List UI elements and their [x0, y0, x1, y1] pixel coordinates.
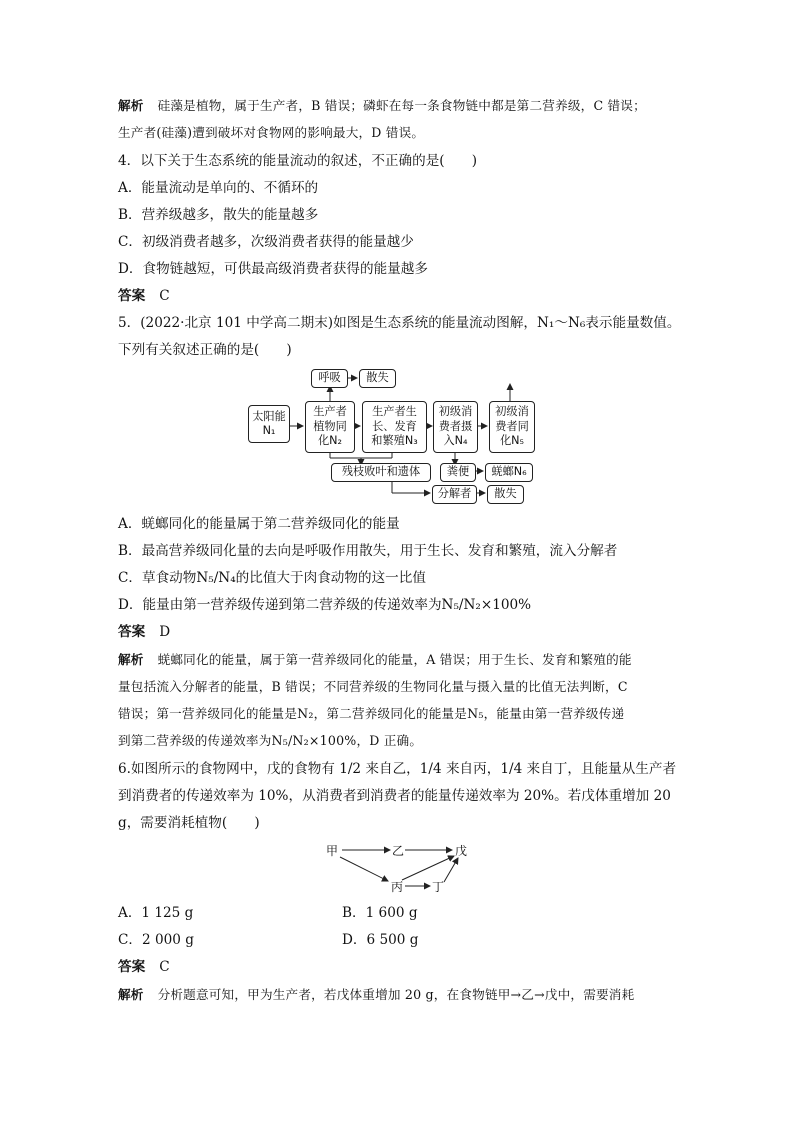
node-yi: 乙	[392, 844, 405, 858]
q4-option-a: A．能量流动是单向的、不循环的	[118, 180, 319, 196]
q5-option-a: A．蜣螂同化的能量属于第二营养级同化的能量	[118, 516, 400, 532]
q6-option-d: D．6 500 g	[342, 932, 419, 948]
node-ding: 丁	[432, 880, 445, 894]
node-wu: 戊	[455, 844, 468, 858]
analysis-label: 解析	[118, 98, 144, 113]
q5-option-b: B．最高营养级同化量的去向是呼吸作用散失，用于生长、发育和繁殖，流入分解者	[118, 543, 618, 559]
q4-answer: 答案 C	[118, 288, 170, 304]
q4-option-d: D．食物链越短，可供最高级消费者获得的能量越多	[118, 261, 428, 277]
prev-analysis-line-1: 解析 硅藻是植物，属于生产者，B 错误；磷虾在每一条食物链中都是第二营养级，C 错误；	[118, 98, 646, 113]
decomposer-box: 分解者	[432, 485, 477, 504]
q4-option-b: B．营养级越多，散失的能量越多	[118, 207, 319, 223]
q6-option-b: B．1 600 g	[342, 905, 418, 921]
dung-beetle-box: 蜣螂N₆	[485, 463, 533, 482]
q5-analysis-line-4: 到第二营养级的传递效率为N₅/N₂×100%，D 正确。	[118, 733, 423, 748]
producer-growth-box: 生产者生 长、发育 和繁殖N₃	[362, 401, 427, 453]
loss-box-bottom: 散失	[487, 485, 524, 504]
q5-option-c: C．草食动物N₅/N₄的比值大于肉食动物的这一比值	[118, 570, 426, 586]
q5-stem-line-1: 5．(2022·北京 101 中学高二期末)如图是生态系统的能量流动图解，N₁～N₆表示能量数值。	[118, 315, 681, 331]
q6-stem-line-1: 6.如图所示的食物网中，戊的食物有 1/2 来自乙，1/4 来自丙，1/4 来自丁，且能量从生产者	[118, 761, 677, 777]
q5-stem-line-2: 下列有关叙述正确的是( )	[118, 342, 292, 358]
q5-answer: 答案 D	[118, 624, 171, 640]
node-bing: 丙	[391, 880, 404, 894]
q6-option-c: C．2 000 g	[118, 932, 194, 948]
q5-analysis-line-3: 错误；第一营养级同化的能量是N₂，第二营养级同化的能量是N₅，能量由第一营养级传递	[118, 706, 625, 721]
loss-box-top: 散失	[359, 369, 396, 388]
primary-consumer-assimilation-box: 初级消 费者同 化N₅	[489, 401, 535, 453]
q6-option-a: A．1 125 g	[118, 905, 194, 921]
residue-box: 残枝败叶和遗体	[331, 463, 431, 482]
node-jia: 甲	[326, 844, 339, 858]
prev-analysis-line-2: 生产者(硅藻)遭到破坏对食物网的影响最大，D 错误。	[118, 125, 425, 140]
q6-stem-line-3: g，需要消耗植物( )	[118, 815, 260, 831]
q5-analysis-line-2: 量包括流入分解者的能量，B 错误；不同营养级的生物同化量与摄入量的比值无法判断，C	[118, 679, 628, 694]
q6-stem-line-2: 到消费者的传递效率为 10%，从消费者到消费者的能量传递效率为 20%。若戊体重增加 20	[118, 788, 671, 804]
q6-answer: 答案 C	[118, 959, 170, 975]
primary-consumer-intake-box: 初级消 费者摄 入N₄	[433, 401, 478, 453]
q4-stem: 4．以下关于生态系统的能量流动的叙述，不正确的是( )	[118, 153, 478, 169]
q5-analysis-line-1: 解析 蜣螂同化的能量，属于第一营养级同化的能量，A 错误；用于生长、发育和繁殖的能	[118, 652, 632, 667]
respiration-box: 呼吸	[311, 369, 348, 388]
q4-option-c: C．初级消费者越多，次级消费者获得的能量越少	[118, 234, 414, 250]
q5-option-d: D．能量由第一营养级传递到第二营养级的传递效率为N₅/N₂×100%	[118, 597, 532, 613]
sun-energy-box: 太阳能 N₁	[248, 405, 290, 443]
q6-analysis-line-1: 解析 分析题意可知，甲为生产者，若戊体重增加 20 g，在食物链甲→乙→戊中，需要消耗	[118, 987, 635, 1002]
feces-box: 粪便	[440, 463, 476, 482]
producer-assimilation-box: 生产者 植物同 化N₂	[305, 401, 355, 453]
